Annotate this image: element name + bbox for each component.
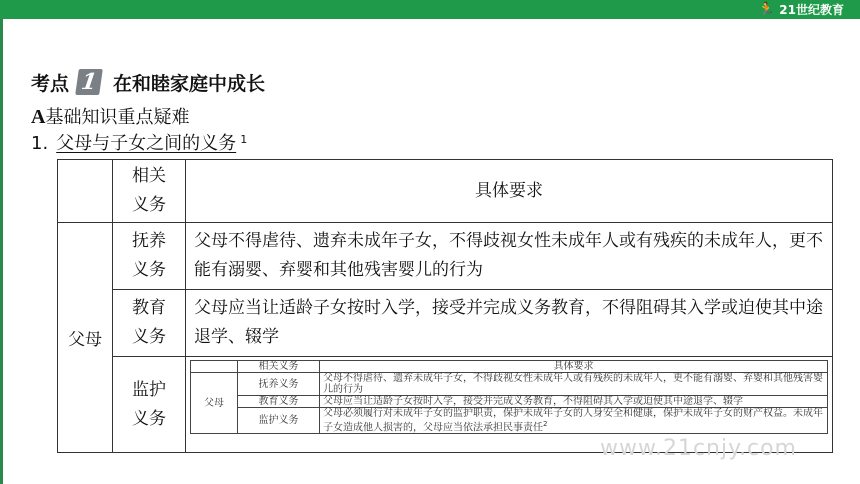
header-duty-cell: 相关 义务 xyxy=(113,160,186,223)
subheading-text: 基础知识重点疑难 xyxy=(45,107,190,128)
inner-row xyxy=(191,396,828,408)
section-note: 1 xyxy=(240,133,248,146)
inner-row xyxy=(191,373,828,396)
table-row xyxy=(58,290,833,357)
section-title xyxy=(31,129,247,155)
table-row xyxy=(58,223,833,290)
top-bar xyxy=(0,0,860,19)
inner-group-label: 父母 xyxy=(191,373,238,434)
embedded-table-image xyxy=(190,360,828,434)
inner-text: 父母应当让适龄子女按时入学，接受并完成义务教育，不得阻碍其入学或迫使其中途退学、辍学 xyxy=(320,396,828,408)
duty-cell: 教育 义务 xyxy=(113,290,186,357)
left-rule xyxy=(0,19,3,484)
section-number: 1. xyxy=(31,133,49,154)
topic-heading xyxy=(31,64,265,100)
inner-duty: 抚养义务 xyxy=(238,373,320,396)
requirement-cell: 父母应当让适龄子女按时入学，接受并完成义务教育，不得阻碍其入学或迫使其中途退学、辍学 xyxy=(186,290,833,357)
group-label-cell: 父母 xyxy=(58,223,113,453)
requirement-cell: 父母不得虐待、遗弃未成年子女，不得歧视女性未成年人或有残疾的未成年人，更不能有溺婴、弃婴和其他残害婴儿的行为 xyxy=(186,223,833,290)
header-requirement-cell: 具体要求 xyxy=(186,160,833,223)
table-header-row xyxy=(58,160,833,223)
subheading-letter: A xyxy=(31,106,46,128)
topic-number-badge: 1 xyxy=(75,69,103,95)
heading-title: 在和睦家庭中成长 xyxy=(113,72,266,95)
duty-cell: 抚养 义务 xyxy=(113,223,186,290)
header-empty-cell xyxy=(58,160,113,223)
logo-text: 21世纪教育 xyxy=(779,3,844,17)
heading-prefix: 考点 xyxy=(31,72,70,95)
inner-row xyxy=(191,408,828,434)
inner-empty-cell xyxy=(191,361,238,373)
inner-header-requirement: 具体要求 xyxy=(320,361,828,373)
section-title-text: 父母与子女之间的义务 xyxy=(56,133,237,154)
inner-note: 2 xyxy=(543,420,548,428)
watermark: www.21cnjy.com xyxy=(600,436,797,461)
brand-logo xyxy=(758,0,844,19)
inner-header-duty: 相关义务 xyxy=(238,361,320,373)
inner-text: 父母不得虐待、遗弃未成年子女，不得歧视女性未成年人或有残疾的未成年人，更不能有溺婴、弃婴和其他残害婴儿的行为 xyxy=(320,373,828,396)
inner-header-row xyxy=(191,361,828,373)
duties-table xyxy=(57,159,833,453)
inner-duty: 教育义务 xyxy=(238,396,320,408)
runner-icon: 🏃 xyxy=(757,1,776,18)
duty-cell: 监护 义务 xyxy=(113,357,186,453)
inner-text: 父母必须履行对未成年子女的监护职责，保护未成年子女的人身安全和健康，保护未成年子女的财产权益。未成年子女造成他人损害的，父母应当依法承担民事责任$^2$ xyxy=(320,408,828,434)
subheading xyxy=(31,103,189,129)
inner-duty: 监护义务 xyxy=(238,408,320,434)
